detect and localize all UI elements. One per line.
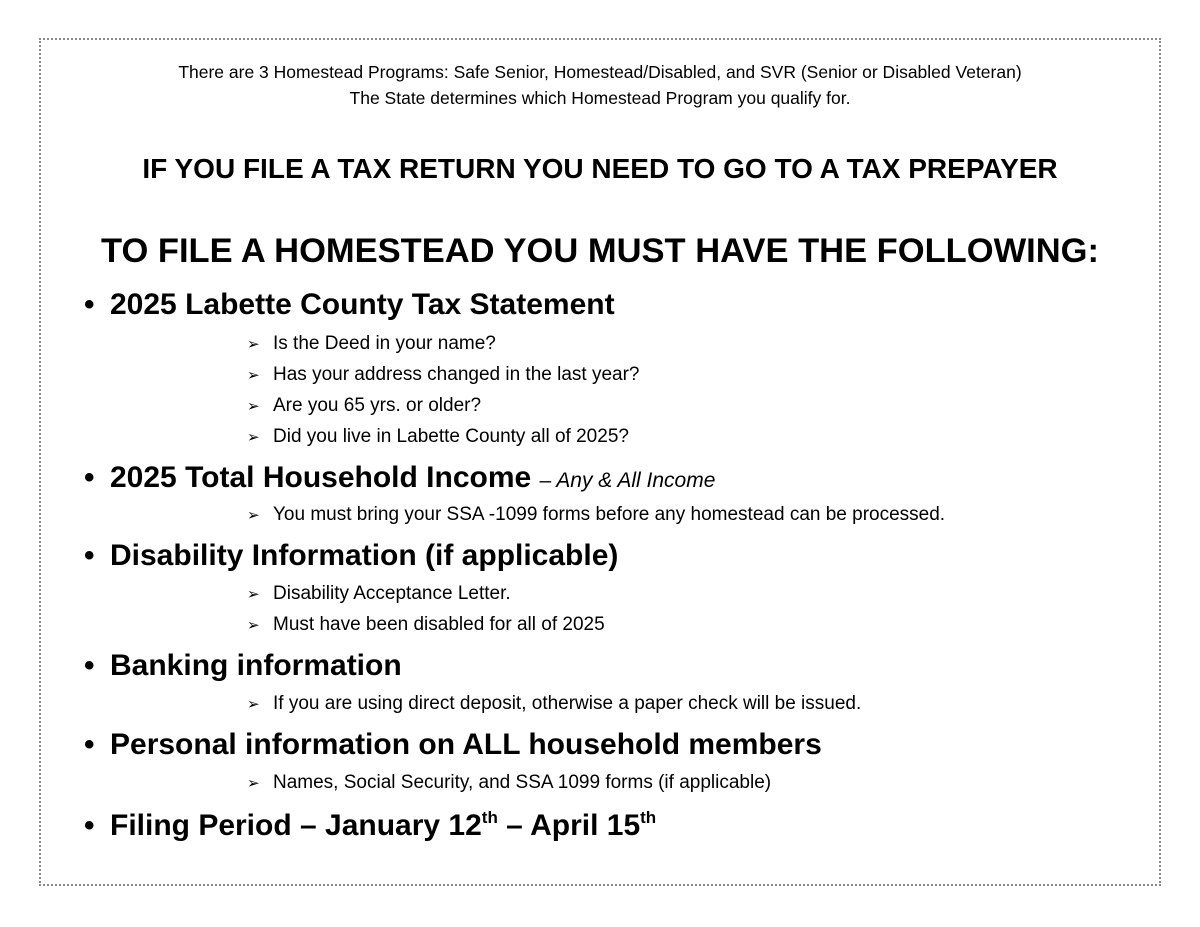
item-text: Must have been disabled for all of 2025 (273, 614, 605, 635)
section-title: Disability Information (if applicable) (110, 539, 619, 572)
section-note: – Any & All Income (539, 469, 716, 492)
item-text: If you are using direct deposit, otherwise a paper check will be issued. (273, 693, 862, 714)
section-title: 2025 Labette County Tax Statement (110, 288, 615, 321)
bullet-icon: • (84, 539, 95, 572)
heading-requirements: TO FILE A HOMESTEAD YOU MUST HAVE THE FOLLOWING: (101, 232, 1099, 270)
section-title: Personal information on ALL household members (110, 728, 822, 761)
arrow-bullet-icon: ➢ (247, 429, 260, 446)
section-household-income (84, 460, 715, 499)
section-filing-period (84, 808, 656, 844)
arrow-bullet-icon: ➢ (247, 696, 260, 713)
item-text: Disability Acceptance Letter. (273, 583, 511, 604)
section-disability (84, 538, 618, 574)
bullet-icon: • (84, 728, 95, 761)
intro-programs: There are 3 Homestead Programs: Safe Senior, Homestead/Disabled, and SVR (Senior or Disabled Veteran) (178, 62, 1022, 82)
item-text: Did you live in Labette County all of 2025? (273, 426, 629, 447)
item-text: You must bring your SSA -1099 forms before any homestead can be processed. (273, 504, 946, 525)
item-text: Are you 65 yrs. or older? (273, 395, 482, 416)
item-text: Names, Social Security, and SSA 1099 forms (if applicable) (273, 772, 772, 793)
list-item (247, 394, 481, 419)
arrow-bullet-icon: ➢ (247, 775, 260, 792)
arrow-bullet-icon: ➢ (247, 586, 260, 603)
arrow-bullet-icon: ➢ (247, 507, 260, 524)
bullet-icon: • (84, 288, 95, 321)
bullet-icon: • (84, 809, 95, 842)
arrow-bullet-icon: ➢ (247, 398, 260, 415)
list-item (247, 425, 629, 450)
item-text: Has your address changed in the last year? (273, 364, 640, 385)
intro-state: The State determines which Homestead Program you qualify for. (349, 88, 851, 108)
list-item (247, 363, 640, 388)
ordinal-suffix: th (481, 808, 498, 827)
section-tax-statement (84, 287, 615, 323)
list-item (247, 771, 771, 796)
item-text: Is the Deed in your name? (273, 333, 496, 354)
filing-end-text: – April 15 (497, 809, 641, 842)
filing-start-text: Filing Period – January 12 (110, 809, 482, 842)
heading-tax-return: IF YOU FILE A TAX RETURN YOU NEED TO GO TO A TAX PREPAYER (142, 153, 1058, 184)
section-title: Banking information (110, 649, 402, 682)
ordinal-suffix: th (640, 808, 657, 827)
section-personal-info (84, 727, 822, 763)
arrow-bullet-icon: ➢ (247, 367, 260, 384)
arrow-bullet-icon: ➢ (247, 617, 260, 634)
section-title: 2025 Total Household Income (110, 461, 532, 494)
list-item (247, 332, 496, 357)
list-item (247, 503, 945, 528)
arrow-bullet-icon: ➢ (247, 336, 260, 353)
bullet-icon: • (84, 649, 95, 682)
list-item (247, 582, 511, 607)
bullet-icon: • (84, 461, 95, 494)
section-banking (84, 648, 402, 684)
list-item (247, 692, 861, 717)
list-item (247, 613, 605, 638)
